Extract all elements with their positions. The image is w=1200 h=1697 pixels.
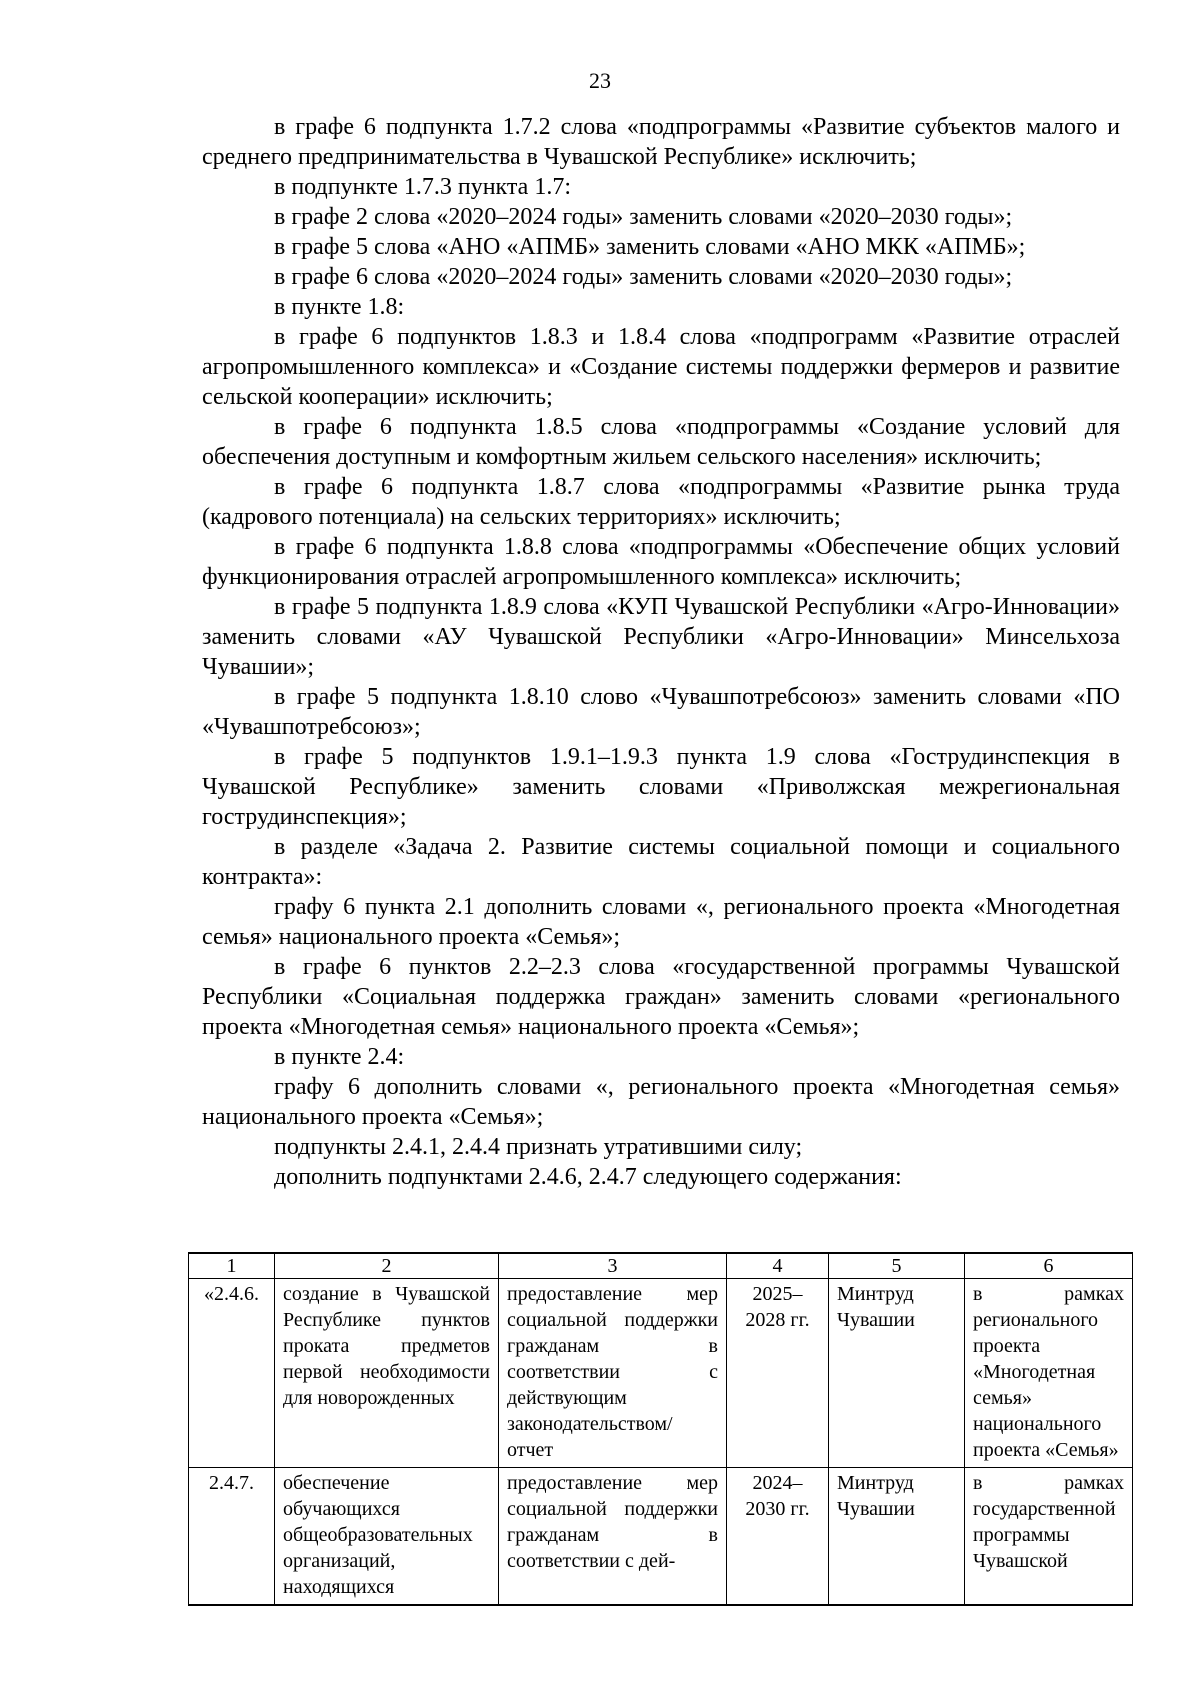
cell-executor: Минтруд Чувашии xyxy=(829,1279,965,1468)
table-row xyxy=(189,1279,1133,1468)
table-header-row xyxy=(189,1253,1133,1279)
paragraph: в разделе «Задача 2. Развитие системы социальной помощи и социального контракта»: xyxy=(202,834,1120,890)
paragraph: подпункты 2.4.1, 2.4.4 признать утратившими силу; xyxy=(274,1134,803,1160)
paragraph: в графе 5 подпунктов 1.9.1–1.9.3 пункта 1.9 слова «Гострудинспекция в Чувашской Республике» заменить словами «Приволжская межрегиональная гострудинспекция»; xyxy=(202,744,1120,830)
paragraph: в графе 6 подпункта 1.8.8 слова «подпрограммы «Обеспечение общих условий функционирования отраслей агропромышленного комплекса» исключить; xyxy=(202,534,1120,590)
cell-program: в рамках регионального проекта «Многодетная семья» национального проекта «Семья» xyxy=(965,1279,1133,1468)
cell-result: предоставление мер социальной поддержки гражданам в соответствии с дей- xyxy=(499,1468,727,1606)
paragraph: в пункте 2.4: xyxy=(274,1044,405,1070)
paragraph: графу 6 дополнить словами «, регионального проекта «Многодетная семья» национального проекта «Семья»; xyxy=(202,1074,1120,1130)
document-body xyxy=(202,112,1120,1192)
cell-term: 2025–2028 гг. xyxy=(727,1279,829,1468)
paragraph: в графе 6 подпункта 1.8.5 слова «подпрограммы «Создание условий для обеспечения доступным и комфортным жильем сельского населения» исключить; xyxy=(202,414,1120,470)
cell-term: 2024–2030 гг. xyxy=(727,1468,829,1606)
paragraph: графу 6 пункта 2.1 дополнить словами «, регионального проекта «Многодетная семья» национального проекта «Семья»; xyxy=(202,894,1120,950)
paragraph: в графе 6 пунктов 2.2–2.3 слова «государственной программы Чувашской Республики «Социальная поддержка граждан» заменить словами «регионального проекта «Многодетная семья» национального проекта «Семья»; xyxy=(202,954,1120,1040)
paragraph: в графе 6 подпунктов 1.8.3 и 1.8.4 слова «подпрограмм «Развитие отраслей агропромышленного комплекса» и «Создание системы поддержки фермеров и развитие сельской кооперации» исключить; xyxy=(202,324,1120,410)
paragraph: дополнить подпунктами 2.4.6, 2.4.7 следующего содержания: xyxy=(274,1164,902,1190)
paragraph: в графе 6 слова «2020–2024 годы» заменить словами «2020–2030 годы»; xyxy=(274,264,1013,290)
cell-result: предоставление мер социальной поддержки гражданам в соответствии с действующим законодательством/отчет xyxy=(499,1279,727,1468)
cell-activity: обеспечение обучающихся общеобразовательных организаций, находящихся xyxy=(275,1468,499,1606)
column-header: 5 xyxy=(829,1253,965,1279)
cell-program: в рамках государственной программы Чувашской xyxy=(965,1468,1133,1606)
paragraph: в графе 5 подпункта 1.8.10 слово «Чувашпотребсоюз» заменить словами «ПО «Чувашпотребсоюз»; xyxy=(202,684,1120,740)
cell-number: 2.4.7. xyxy=(189,1468,275,1606)
paragraph: в графе 2 слова «2020–2024 годы» заменить словами «2020–2030 годы»; xyxy=(274,204,1013,230)
column-header: 4 xyxy=(727,1253,829,1279)
paragraph: в графе 6 подпункта 1.7.2 слова «подпрограммы «Развитие субъектов малого и среднего предпринимательства в Чувашской Республике» исключить; xyxy=(202,114,1120,170)
measures-table-container xyxy=(188,1252,1132,1606)
cell-number: «2.4.6. xyxy=(189,1279,275,1468)
table-row xyxy=(189,1468,1133,1606)
paragraph: в графе 6 подпункта 1.8.7 слова «подпрограммы «Развитие рынка труда (кадрового потенциала) на сельских территориях» исключить; xyxy=(202,474,1120,530)
paragraph: в графе 5 подпункта 1.8.9 слова «КУП Чувашской Республики «Агро-Инновации» заменить словами «АУ Чувашской Республики «Агро-Инновации» Минсельхоза Чувашии»; xyxy=(202,594,1120,680)
page-number: 23 xyxy=(589,68,611,93)
cell-activity: создание в Чувашской Республике пунктов проката предметов первой необходимости для новорожденных xyxy=(275,1279,499,1468)
column-header: 3 xyxy=(499,1253,727,1279)
column-header: 1 xyxy=(189,1253,275,1279)
column-header: 6 xyxy=(965,1253,1133,1279)
measures-table xyxy=(188,1252,1133,1606)
paragraph: в графе 5 слова «АНО «АПМБ» заменить словами «АНО МКК «АПМБ»; xyxy=(274,234,1026,260)
paragraph: в пункте 1.8: xyxy=(274,294,405,320)
paragraph: в подпункте 1.7.3 пункта 1.7: xyxy=(274,174,571,200)
cell-executor: Минтруд Чувашии xyxy=(829,1468,965,1606)
column-header: 2 xyxy=(275,1253,499,1279)
